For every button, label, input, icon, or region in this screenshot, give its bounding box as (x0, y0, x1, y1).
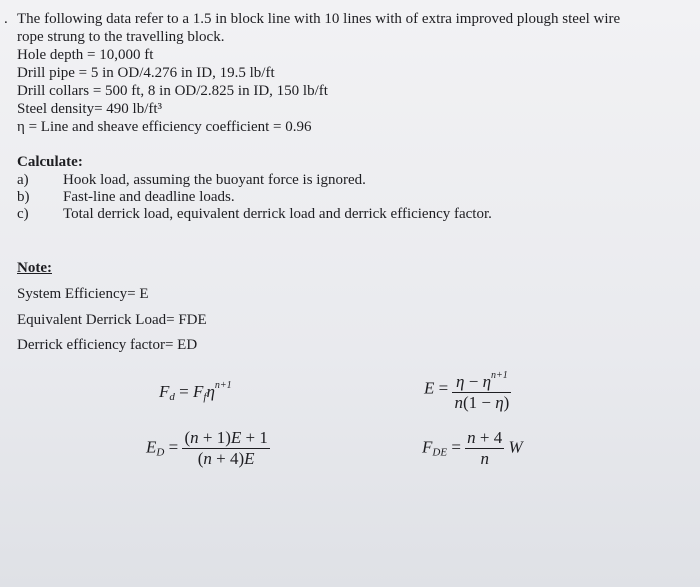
note-equivalent-load: Equivalent Derrick Load= FDE (17, 312, 207, 328)
formula-equivalent-derrick-load: $F_{DE}$ = $\frac{n + 4}{n}$ W (422, 428, 523, 468)
item-a-label: a) (17, 172, 29, 188)
efficiency-coefficient: η = Line and sheave efficiency coefficient = 0.96 (17, 119, 312, 135)
calculate-heading: Calculate: (17, 154, 83, 170)
item-c-label: c) (17, 206, 29, 222)
formula-system-efficiency: E = $\frac{\eta - \eta^{n+1}}{n(1 - \eta)}$ (424, 366, 511, 413)
note-heading: Note: (17, 260, 52, 276)
item-b-text: Fast-line and deadline loads. (63, 189, 235, 205)
note-derrick-factor: Derrick efficiency factor= ED (17, 337, 198, 353)
drill-collars: Drill collars = 500 ft, 8 in OD/2.825 in ID, 150 lb/ft (17, 83, 328, 99)
formula-derrick-efficiency: $E_D$ = $\frac{(n + 1)E + 1}{(n + 4)E}$ (146, 428, 268, 468)
hole-depth: Hole depth = 10,000 ft (17, 47, 154, 63)
steel-density: Steel density= 490 lb/ft³ (17, 101, 163, 117)
item-c-text: Total derrick load, equivalent derrick load and derrick efficiency factor. (63, 206, 492, 222)
item-b-label: b) (17, 189, 30, 205)
note-system-efficiency: System Efficiency= E (17, 286, 149, 302)
bullet: . (4, 11, 8, 27)
problem-line-1: The following data refer to a 1.5 in block line with 10 lines with of extra improved plough steel wire (17, 11, 621, 27)
drill-pipe: Drill pipe = 5 in OD/4.276 in ID, 19.5 lb/ft (17, 65, 275, 81)
problem-line-2: rope strung to the travelling block. (17, 29, 225, 45)
item-a-text: Hook load, assuming the buoyant force is ignored. (63, 172, 366, 188)
formula-deadline-load: $F_d = F_f\eta^{n+1}$ (159, 380, 232, 403)
